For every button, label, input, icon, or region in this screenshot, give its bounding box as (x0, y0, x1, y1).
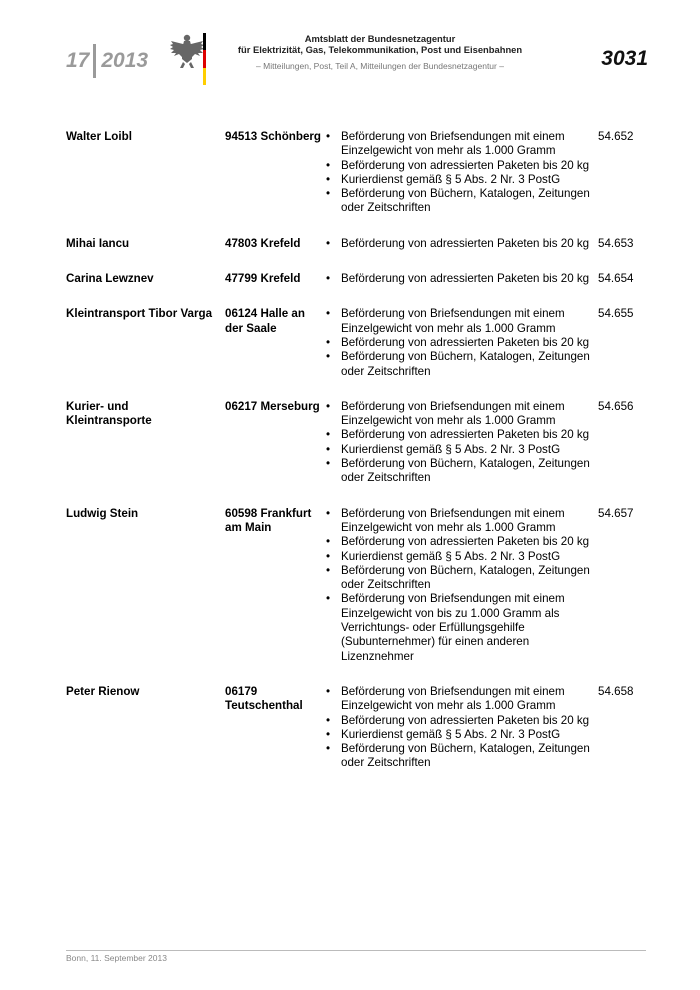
licensee-name: Ludwig Stein (66, 506, 139, 520)
service-list (325, 685, 590, 771)
license-number: 54.653 (598, 236, 634, 250)
service-item: • Kurierdienst gemäß § 5 Abs. 2 Nr. 3 PostG (325, 173, 590, 187)
service-item: • Beförderung von adressierten Paketen bis 20 kg (325, 237, 590, 251)
licensee-location: 06124 Halle an der Saale (225, 307, 305, 335)
service-item: • Beförderung von adressierten Paketen bis 20 kg (325, 336, 590, 350)
issue-year: 2013 (101, 49, 149, 72)
table-row (66, 685, 646, 771)
service-item: • Beförderung von Büchern, Katalogen, Zeitungen oder Zeitschriften (325, 350, 590, 379)
license-table (66, 130, 646, 792)
service-item: • Kurierdienst gemäß § 5 Abs. 2 Nr. 3 PostG (325, 550, 590, 564)
service-item: • Beförderung von Briefsendungen mit einem Einzelgewicht von mehr als 1.000 Gramm (325, 400, 590, 429)
licensee-name: Walter Loibl (66, 130, 132, 143)
license-number: 54.657 (598, 506, 634, 520)
service-item: • Beförderung von adressierten Paketen bis 20 kg (325, 535, 590, 549)
publication-title-line1: Amtsblatt der Bundesnetzagentur (304, 33, 456, 44)
page-number: 3031 (601, 47, 648, 70)
service-item: • Beförderung von Briefsendungen mit einem Einzelgewicht von mehr als 1.000 Gramm (325, 685, 590, 714)
licensee-name: Carina Lewznev (66, 272, 154, 286)
service-item: • Beförderung von Büchern, Katalogen, Zeitungen oder Zeitschriften (325, 187, 590, 216)
service-list (325, 130, 590, 216)
issue-divider (93, 44, 96, 78)
table-row (66, 272, 646, 286)
service-list (325, 272, 590, 286)
service-item: • Beförderung von Briefsendungen mit einem Einzelgewicht von mehr als 1.000 Gramm (325, 507, 590, 536)
service-item: • Beförderung von Briefsendungen mit einem Einzelgewicht von mehr als 1.000 Gramm (325, 130, 590, 159)
publication-title-line2: für Elektrizität, Gas, Telekommunikation, Post und Eisenbahnen (237, 44, 523, 55)
issue-number: 17 (66, 49, 90, 72)
table-row (66, 307, 646, 378)
licensee-location: 94513 Schönberg (225, 130, 322, 143)
licensee-location: 47803 Krefeld (225, 236, 301, 250)
licensee-name: Kleintransport Tibor Varga (66, 307, 213, 321)
table-row (66, 400, 646, 486)
service-list (325, 307, 590, 378)
table-row (66, 507, 646, 664)
service-item: • Kurierdienst gemäß § 5 Abs. 2 Nr. 3 PostG (325, 443, 590, 457)
footer-date: Bonn, 11. September 2013 (66, 953, 167, 963)
publication-subtitle: – Mitteilungen, Post, Teil A, Mitteilungen der Bundesnetzagentur – (256, 61, 504, 71)
service-item: • Beförderung von Büchern, Katalogen, Zeitungen oder Zeitschriften (325, 742, 590, 771)
service-list (325, 237, 590, 251)
service-item: • Beförderung von Briefsendungen mit einem Einzelgewicht von bis zu 1.000 Gramm als Verrichtungs- oder Erfüllungsgehilfe (Subunternehmer) für einen anderen Lizenznehmer (325, 592, 590, 663)
licensee-name: Peter Rienow (66, 684, 140, 698)
license-number: 54.654 (598, 272, 634, 286)
license-number: 54.652 (598, 130, 634, 143)
license-number: 54.656 (598, 399, 634, 413)
table-row (66, 130, 646, 216)
flag-black-stripe (203, 33, 206, 50)
flag-red-stripe (203, 50, 206, 67)
federal-eagle-icon (170, 32, 204, 70)
licensee-location: 47799 Krefeld (225, 272, 301, 286)
service-item: • Kurierdienst gemäß § 5 Abs. 2 Nr. 3 PostG (325, 728, 590, 742)
service-item: • Beförderung von Büchern, Katalogen, Zeitungen oder Zeitschriften (325, 564, 590, 593)
license-number: 54.658 (598, 684, 634, 698)
service-item: • Beförderung von adressierten Paketen bis 20 kg (325, 428, 590, 442)
footer-divider (66, 950, 646, 951)
issue-label (66, 46, 148, 76)
table-row (66, 237, 646, 251)
service-list (325, 400, 590, 486)
service-list (325, 507, 590, 664)
service-item: • Beförderung von adressierten Paketen bis 20 kg (325, 159, 590, 173)
licensee-location: 06179 Teutschenthal (225, 684, 303, 713)
service-item: • Beförderung von adressierten Paketen bis 20 kg (325, 272, 590, 286)
licensee-location: 06217 Merseburg (225, 399, 320, 413)
service-item: • Beförderung von adressierten Paketen bis 20 kg (325, 714, 590, 728)
service-item: • Beförderung von Büchern, Katalogen, Zeitungen oder Zeitschriften (325, 457, 590, 486)
license-number: 54.655 (598, 307, 634, 321)
flag-gold-stripe (203, 68, 206, 85)
licensee-name: Mihai Iancu (66, 236, 130, 250)
licensee-location: 60598 Frankfurt am Main (225, 506, 312, 534)
service-item: • Beförderung von Briefsendungen mit einem Einzelgewicht von mehr als 1.000 Gramm (325, 307, 590, 336)
publication-header (230, 33, 530, 71)
flag-bar (203, 33, 206, 85)
licensee-name: Kurier- und Kleintransporte (66, 399, 152, 428)
